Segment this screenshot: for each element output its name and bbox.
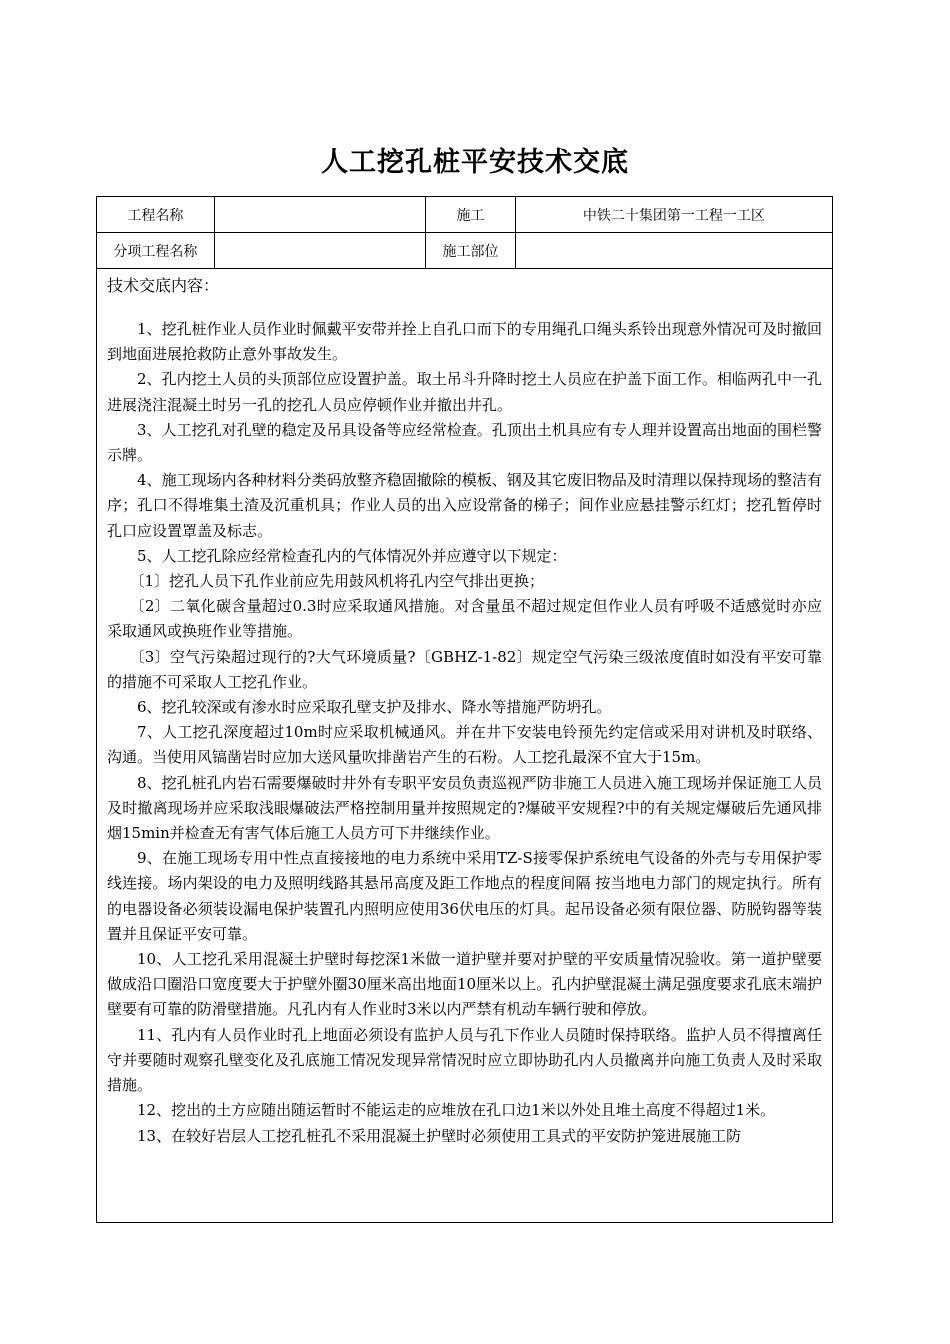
- header-row-2: [97, 233, 832, 269]
- content-heading: 技术交底内容：: [107, 276, 220, 295]
- paragraph-item: 6、挖孔较深或有渗水时应采取孔壁支护及排水、降水等措施严防坍孔。: [137, 698, 612, 717]
- disclosure-form: [96, 196, 833, 1223]
- construction-label: 施工: [426, 197, 516, 232]
- paragraph-item: 3、人工挖孔对孔壁的稳定及吊具设备等应经常检查。孔顶出土机具应有专人理并设置高出地面的围栏警示牌。: [107, 420, 822, 465]
- location-value: [516, 233, 832, 268]
- paragraph-list: [107, 317, 822, 1149]
- sub-project-label: 分项工程名称: [97, 233, 215, 268]
- page-title: 人工挖孔桩平安技术交底: [321, 147, 629, 178]
- paragraph-item: 8、挖孔桩孔内岩石需要爆破时井外有专职平安员负责巡视严防非施工人员进入施工现场并保证施工人员及时撤离现场并应采取浅眼爆破法严格控制用量并按照规定的?爆破平安规程?中的有关规定爆破后先通风排烟15min并检查无有害气体后施工人员方可下井继续作业。: [107, 773, 822, 843]
- content-area: [97, 269, 832, 1149]
- paragraph-item: 〔1〕挖孔人员下孔作业前应先用鼓风机将孔内空气排出更换；: [129, 572, 545, 591]
- paragraph-item: 4、施工现场内各种材料分类码放整齐稳固撤除的模板、钢及其它废旧物品及时清理以保持现场的整洁有序；孔口不得堆集土渣及沉重机具；作业人员的出入应设常备的梯子；间作业应悬挂警示红灯；挖孔暂停时孔口应设置罩盖及标志。: [107, 471, 822, 540]
- paragraph-item: 10、人工挖孔采用混凝土护壁时每挖深1米做一道护壁并要对护壁的平安质量情况验收。第一道护壁要做成沿口圈沿口宽度要大于护壁外圈30厘米高出地面10厘米以上。孔内护壁混凝土满足强度要求孔底末端护壁要有可靠的防滑壁措施。凡孔内有人作业时3米以内严禁有机动车辆行驶和停放。: [107, 950, 822, 1019]
- project-name-value: [215, 197, 426, 232]
- paragraph-item: 13、在较好岩层人工挖孔桩孔不采用混凝土护壁时必须使用工具式的平安防护笼进展施工防: [137, 1126, 742, 1145]
- project-name-label: 工程名称: [97, 197, 215, 232]
- paragraph-item: 11、孔内有人员作业时孔上地面必须设有监护人员与孔下作业人员随时保持联络。监护人员不得擅离任守并要随时观察孔壁变化及孔底施工情况发现异常情况时应立即协助孔内人员撤离并向施工负责人及时采取措施。: [107, 1025, 822, 1095]
- header-row-1: [97, 197, 832, 233]
- paragraph-item: 7、人工挖孔深度超过10m时应采取机械通风。并在井下安装电铃预先约定信或采用对讲机及时联络、沟通。当使用风镐凿岩时应加大送风量吹排凿岩产生的石粉。人工挖孔最深不宜大于15m。: [107, 723, 822, 767]
- paragraph-item: 〔3〕空气污染超过现行的?大气环境质量?〔GBHZ-1-82〕规定空气污染三级浓度值时如没有平安可靠的措施不可采取人工挖孔作业。: [107, 647, 822, 691]
- location-label: 施工部位: [426, 233, 516, 268]
- paragraph-item: 5、人工挖孔除应经常检查孔内的气体情况外并应遵守以下规定：: [137, 546, 567, 565]
- paragraph-item: 12、挖出的土方应随出随运暂时不能运走的应堆放在孔口边1米以外处且堆土高度不得超过1米。: [137, 1101, 776, 1120]
- construction-value: 中铁二十集团第一工程一工区: [582, 207, 765, 224]
- paragraph-item: 9、在施工现场专用中性点直接接地的电力系统中采用TZ-S接零保护系统电气设备的外壳与专用保护零线连接。场内架设的电力及照明线路其悬吊高度及距工作地点的程度间隔 按当地电力部门的规定执行。所有的电器设备必须装设漏电保护装置孔内照明应使用36伏电压的灯具。起吊设备必须有限位器、防脱钩器等装置并且保证平安可靠。: [107, 849, 822, 943]
- sub-project-value: [215, 233, 426, 268]
- paragraph-item: 1、挖孔桩作业人员作业时佩戴平安带并拴上自孔口而下的专用绳孔口绳头系铃出现意外情况可及时撤回到地面进展抢救防止意外事故发生。: [107, 320, 822, 364]
- paragraph-item: 2、孔内挖土人员的头顶部位应设置护盖。取土吊斗升降时挖土人员应在护盖下面工作。相临两孔中一孔进展浇注混凝土时另一孔的挖孔人员应停顿作业并撤出井孔。: [107, 370, 822, 414]
- paragraph-item: 〔2〕二氧化碳含量超过0.3时应采取通风措施。对含量虽不超过规定但作业人员有呼吸不适感觉时亦应采取通风或换班作业等措施。: [107, 597, 822, 641]
